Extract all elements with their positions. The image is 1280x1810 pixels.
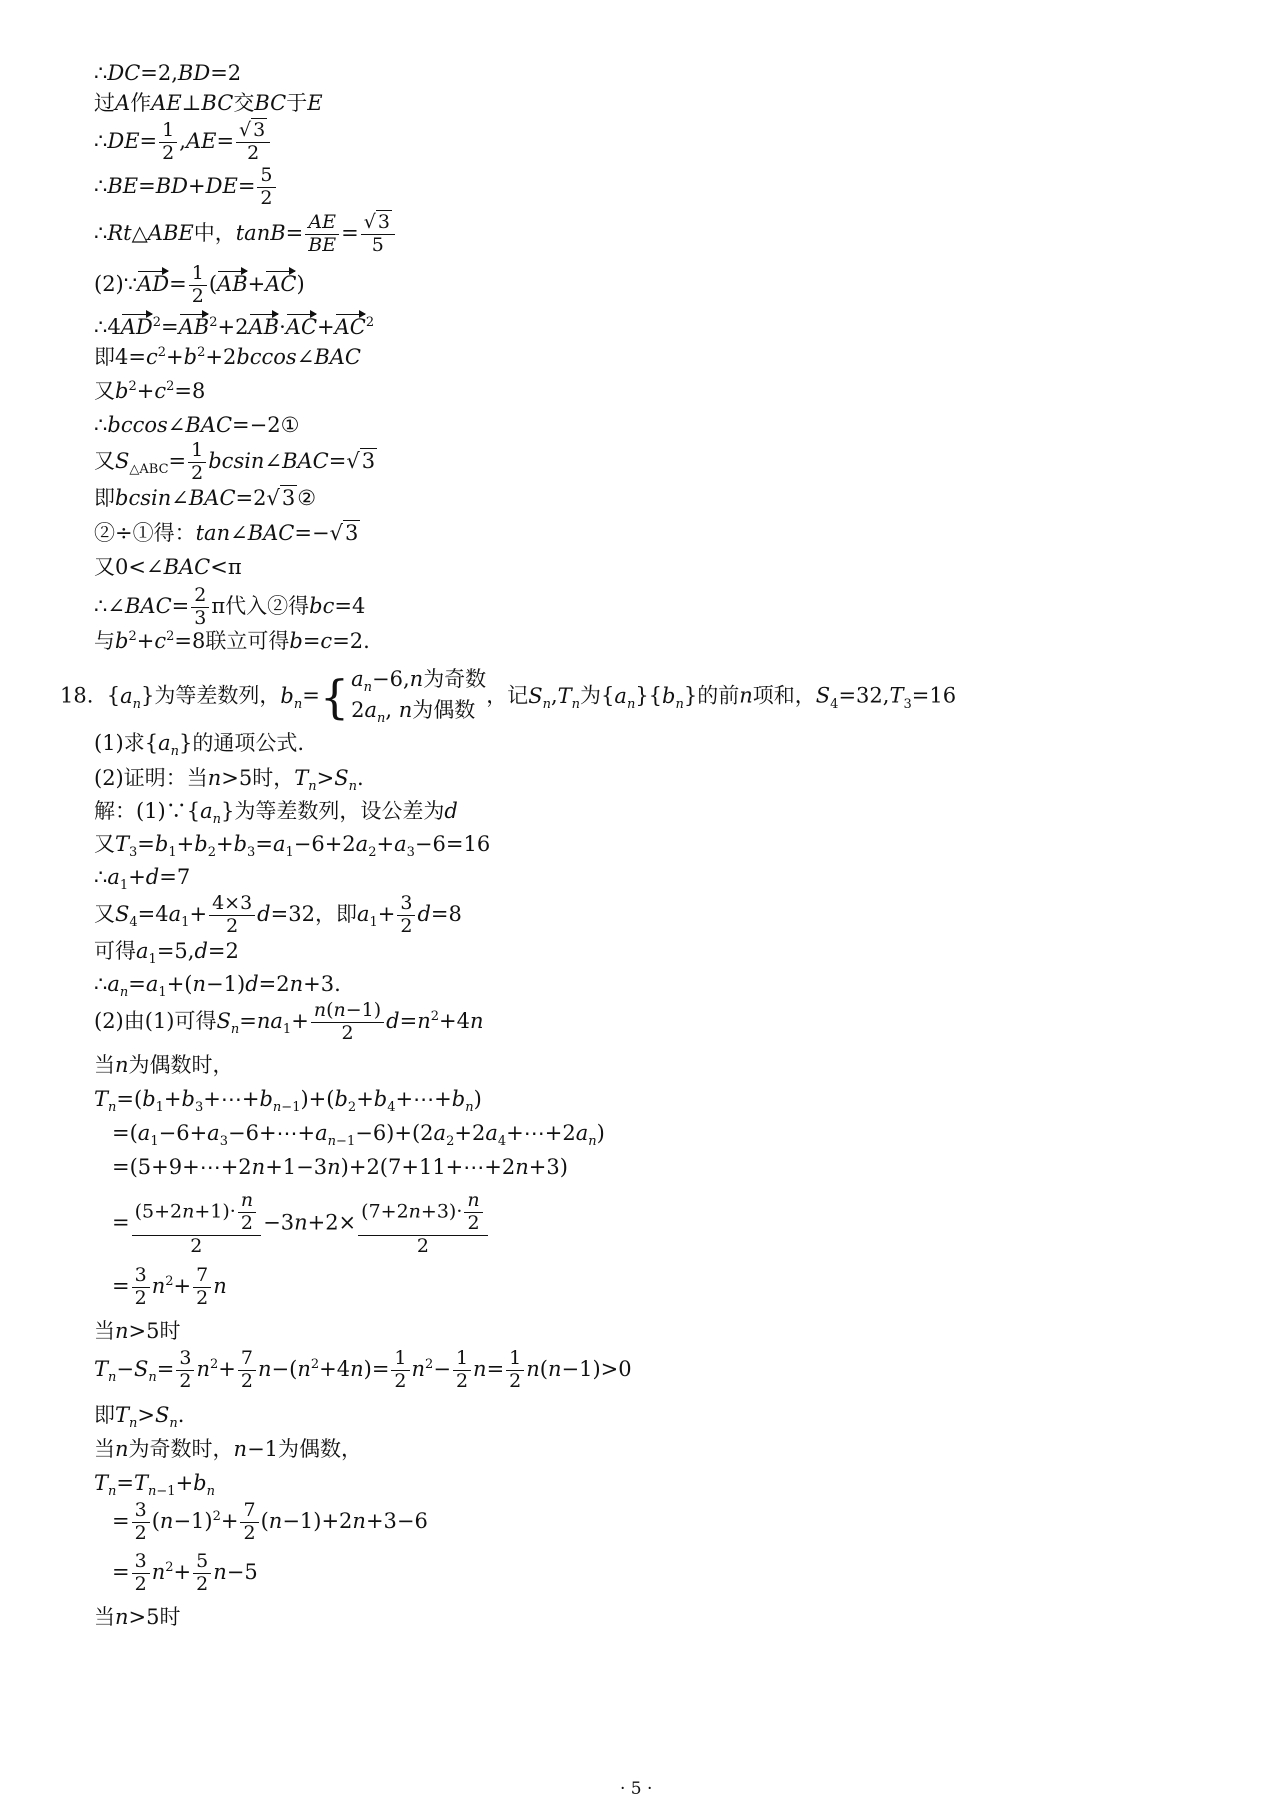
line-17: 18. $\{a_n\}$为等差数列，$b_n=${ $a_n-6,n$为奇数 $2a_n$, n为偶数 ，记$S_n,T_n$为$\{a_n\}\{b_n\}$的前n项和，$S_4=32,T_3=16$ (60, 667, 957, 727)
line-26: (2)由(1)可得$S_n=na_1+$ $\frac{n(n-1)}{2}$ $d=n^2+4n$ (94, 999, 484, 1044)
line-22: $\therefore a_1+d=7$ (94, 865, 191, 894)
line-16: 与$b^2+c^2=8$联立可得b=c=2. (94, 629, 370, 653)
line-1: ∴DC=2,BD=2 (94, 61, 242, 85)
line-23: 又$S_4=4a_1+$ $\frac{4\times 3}{2}$ d=32，即$a_1+$ $\frac{3}{2}$ d=8 (94, 892, 462, 937)
line-10: ∴bccos∠BAC=−2① (94, 413, 300, 437)
line-30: =(5+9+⋯+2n+1−3n)+2(7+11+⋯+2n+3) (112, 1155, 568, 1179)
line-5: ∴Rt△ABE中，tanB= $\frac{AE}{BE}$ = $\frac{√ 3}{5}$ (94, 212, 397, 257)
line-12: 即bcsin∠BAC=2√3② (94, 486, 317, 510)
line-25: $\therefore a_n=a_1+(n-1)d=2n+3$. (94, 972, 341, 1001)
line-6: (2)∵AD= $\frac{1}{2}$ (AB+AC) (94, 262, 305, 307)
line-38: = $\frac{3}{2}$ $(n-1)^2+$ $\frac{7}{2}$ (n−1)+2n+3−6 (112, 1499, 428, 1544)
line-31: = (5+2n+1)· $\frac{n}{2}$ 2 −3n+2× (7+2n+3)· $\frac{n}{2}$ 2 (112, 1190, 490, 1258)
line-24: 可得$a_1=5,d=2$ (94, 939, 239, 968)
line-20: 解：$(1)\because\{a_n\}$为等差数列，设公差为d (94, 799, 458, 828)
line-32: = $\frac{3}{2}$ $n^2+$ $\frac{7}{2}$ n (112, 1264, 227, 1309)
line-36: 当n为奇数时，n−1为偶数， (94, 1437, 363, 1461)
line-13: ②÷①得：tan∠BAC=−√3 (94, 521, 359, 545)
line-18: (1)求$\{a_n\}$的通项公式. (94, 731, 305, 760)
line-14: 又0<∠BAC<π (94, 555, 242, 579)
line-40: 当n>5时 (94, 1605, 181, 1629)
line-3: ∴DE= $\frac{1}{2}$ ,AE= $\frac{√ 3}{2}$ (94, 120, 272, 165)
line-19: (2)证明：当n>5时，$T_n>S_n$. (94, 766, 364, 795)
line-21: 又$T_3=b_1+b_2+b_3=a_1-6+2a_2+a_3-6=16$ (94, 832, 491, 861)
line-35: 即$T_n>S_n$. (94, 1403, 185, 1432)
line-33: 当n>5时 (94, 1319, 181, 1343)
line-9: 又$b^2+c^2=8$ (94, 379, 206, 403)
line-7: $\therefore 4AD^2=AB^2+2AB\cdot AC+AC^2$ (94, 315, 375, 339)
line-28: $T_n=(b_1+b_3+\cdots+b_{n-1})+(b_2+b_4+\cdots+b_n)$ (94, 1087, 482, 1116)
line-4: ∴BE=BD+DE= $\frac{5}{2}$ (94, 165, 278, 210)
line-15: ∴∠BAC= $\frac{2}{3}$ π代入②得bc=4 (94, 584, 366, 629)
line-34: $T_n-S_n=$ $\frac{3}{2}$ $n^2+$ $\frac{7}{2}$ $n-(n^2+4n)=$ $\frac{1}{2}$ $n^2-$ $\frac{1}{2}$ n= $\frac{1}{2}$ n(n−1)>0 (94, 1347, 632, 1392)
line-29: $=(a_1-6+a_3-6+\cdots+a_{n-1}-6)+(2a_2+2a_4+\cdots+2a_n)$ (112, 1121, 605, 1150)
page-number: · 5 · (620, 1779, 653, 1799)
line-39: = $\frac{3}{2}$ $n^2+$ $\frac{5}{2}$ n−5 (112, 1550, 258, 1595)
line-11: 又$S_{\triangle ABC}=$ $\frac{1}{2}$ bcsin∠BAC=√3 (94, 439, 376, 484)
line-27: 当n为偶数时， (94, 1053, 234, 1077)
line-37: $T_n=T_{n-1}+b_n$ (94, 1471, 215, 1500)
line-8: 即$4=c^2+b^2+2bccos\angle BAC$ (94, 345, 361, 369)
line-2: 过A作AE⊥BC交BC于E (94, 91, 323, 115)
